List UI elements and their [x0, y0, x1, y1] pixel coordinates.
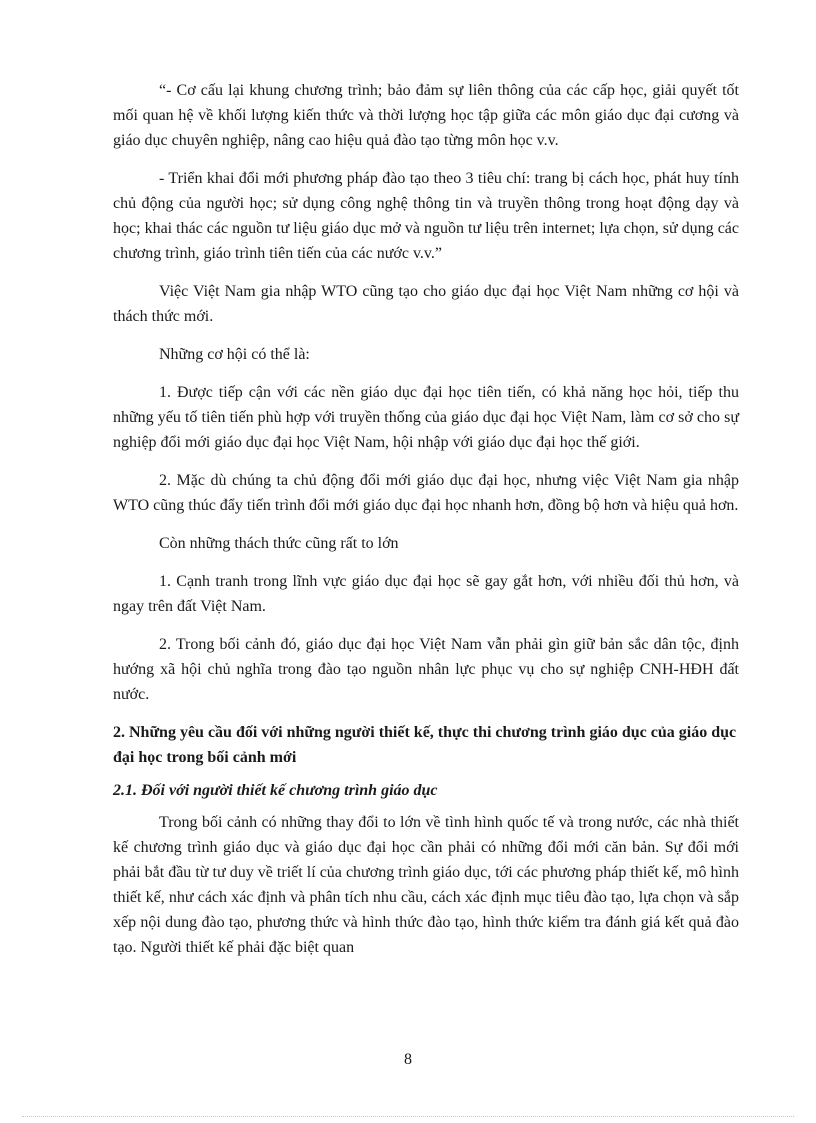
paragraph-opportunity-2: 2. Mặc dù chúng ta chủ động đổi mới giáo dục đại học, nhưng việc Việt Nam gia nhập WTO cũng thúc đẩy tiến trình đổi mới giáo dục đại học nhanh hơn, đồng bộ hơn và hiệu quả hơn.: [113, 472, 739, 514]
paragraph-opportunities-lead: Những cơ hội có thể là:: [159, 346, 310, 363]
paragraph-challenge-1: 1. Cạnh tranh trong lĩnh vực giáo dục đại học sẽ gay gắt hơn, với nhiều đối thủ hơn, và ngay trên đất Việt Nam.: [113, 573, 739, 615]
page-body: [113, 78, 739, 973]
paragraph-quote-restructure: “- Cơ cấu lại khung chương trình; bảo đảm sự liên thông của các cấp học, giải quyết tốt mối quan hệ về khối lượng kiến thức và thời lượng học tập giữa các môn giáo dục đại cương và giáo dục chuyên nghiệp, nâng cao hiệu quả đào tạo từng môn học v.v.: [113, 82, 739, 149]
paragraph-challenges-lead: Còn những thách thức cũng rất to lớn: [159, 535, 399, 552]
section-heading-2: 2. Những yêu cầu đối với những người thiết kế, thực thi chương trình giáo dục của giáo dục đại học trong bối cảnh mới: [113, 724, 737, 766]
page-number: 8: [404, 1051, 412, 1068]
paragraph-opportunity-1: 1. Được tiếp cận với các nền giáo dục đại học tiên tiến, có khả năng học hỏi, tiếp thu những yếu tố tiên tiến phù hợp với truyền thống của giáo dục đại học Việt Nam, làm cơ sở cho sự nghiệp đổi mới giáo dục đại học Việt Nam, hội nhập với giáo dục đại học thế giới.: [113, 384, 739, 451]
paragraph-challenge-2: 2. Trong bối cảnh đó, giáo dục đại học Việt Nam vẫn phải gìn giữ bản sắc dân tộc, định hướng xã hội chủ nghĩa trong đào tạo nguồn nhân lực phục vụ cho sự nghiệp CNH-HĐH đất nước.: [113, 636, 739, 703]
page-bottom-edge: [22, 1116, 794, 1117]
paragraph-designers: Trong bối cảnh có những thay đổi to lớn về tình hình quốc tế và trong nước, các nhà thiết kế chương trình giáo dục và giáo dục đại học cần phải có những đổi mới căn bản. Sự đổi mới phải bắt đầu từ tư duy về triết lí của chương trình giáo dục, tới các phương pháp thiết kế, mô hình thiết kế, như cách xác định và phân tích nhu cầu, cách xác định mục tiêu đào tạo, lựa chọn và sắp xếp nội dung đào tạo, phương thức và hình thức đào tạo, hình thức kiểm tra đánh giá kết quả đào tạo. Người thiết kế phải đặc biệt quan: [113, 814, 739, 956]
paragraph-quote-methods: - Triển khai đổi mới phương pháp đào tạo theo 3 tiêu chí: trang bị cách học, phát huy tính chủ động của người học; sử dụng công nghệ thông tin và truyền thông trong hoạt động dạy và học; khai thác các nguồn tư liệu giáo dục mở và nguồn tư liệu trên internet; lựa chọn, sử dụng các chương trình, giáo trình tiên tiến của các nước v.v.”: [113, 170, 739, 262]
subsection-heading-2-1: 2.1. Đối với người thiết kế chương trình giáo dục: [113, 782, 438, 799]
paragraph-wto-intro: Việc Việt Nam gia nhập WTO cũng tạo cho giáo dục đại học Việt Nam những cơ hội và thách thức mới.: [113, 283, 739, 325]
